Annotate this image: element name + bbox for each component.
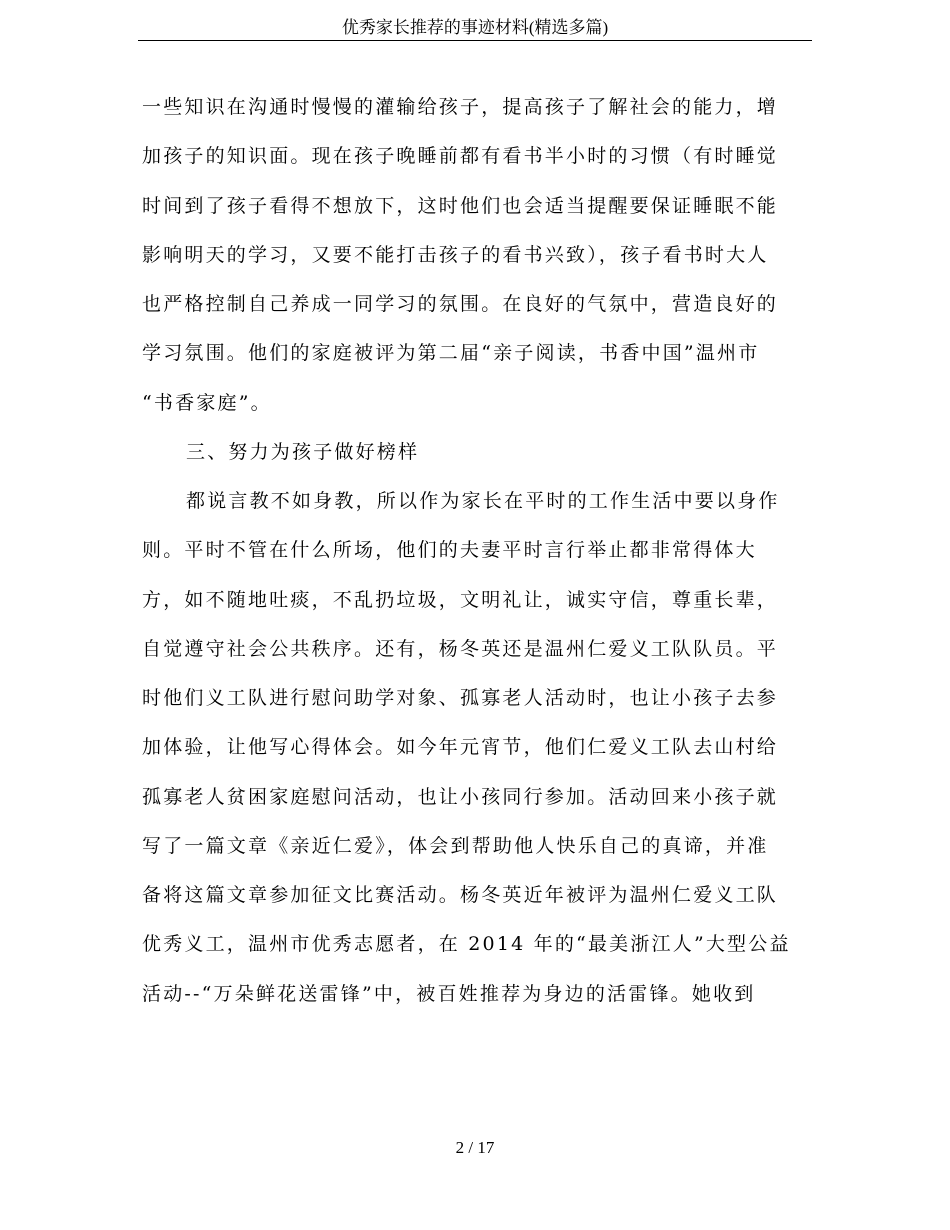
paragraph-line-13: 时他们义工队进行慰问助学对象、孤寡老人活动时，也让小孩子去参 bbox=[142, 687, 779, 709]
section-heading: 三、努力为孩子做好榜样 bbox=[186, 440, 420, 463]
paragraph-line-3: 时间到了孩子看得不想放下，这时他们也会适当提醒要保证睡眠不能 bbox=[142, 194, 779, 217]
paragraph-line-2: 加孩子的知识面。现在孩子晚睡前都有看书半小时的习惯（有时睡觉 bbox=[142, 145, 779, 168]
paragraph-line-14: 加体验，让他写心得体会。如今年元宵节，他们仁爱义工队去山村给 bbox=[142, 736, 779, 759]
paragraph-line-18: 优秀义工，温州市优秀志愿者，在 2014 年的“最美浙江人”大型公益 bbox=[142, 933, 791, 956]
paragraph-line-5: 也严格控制自己养成一同学习的氛围。在良好的气氛中，营造良好的 bbox=[142, 293, 779, 315]
paragraph-line-10: 则。平时不管在什么所场，他们的夫妻平时言行举止都非常得体大 bbox=[142, 539, 757, 562]
paragraph-line-4: 影响明天的学习，又要不能打击孩子的看书兴致），孩子看书时大人 bbox=[142, 243, 769, 266]
document-body bbox=[142, 86, 822, 1022]
paragraph-line-19: 活动--“万朵鲜花送雷锋”中，被百姓推荐为身边的活雷锋。她收到 bbox=[142, 982, 756, 1005]
paragraph-line-7: “书香家庭”。 bbox=[142, 391, 272, 414]
paragraph-line-17: 备将这篇文章参加征文比赛活动。杨冬英近年被评为温州仁爱义工队 bbox=[142, 884, 779, 906]
paragraph-line-6: 学习氛围。他们的家庭被评为第二届“亲子阅读，书香中国”温州市 bbox=[142, 342, 760, 365]
paragraph-line-11: 方，如不随地吐痰，不乱扔垃圾，文明礼让，诚实守信，尊重长辈， bbox=[142, 588, 779, 611]
document-title: 优秀家长推荐的事迹材料(精选多篇) bbox=[341, 18, 609, 37]
page-header bbox=[138, 8, 812, 41]
page-number: 2 / 17 bbox=[455, 1138, 495, 1157]
paragraph-line-16: 写了一篇文章《亲近仁爱》，体会到帮助他人快乐自己的真谛，并准 bbox=[142, 834, 769, 857]
paragraph-line-1: 一些知识在沟通时慢慢的灌输给孩子，提高孩子了解社会的能力，增 bbox=[142, 96, 779, 118]
paragraph-line-15: 孤寡老人贫困家庭慰问活动，也让小孩同行参加。活动回来小孩子就 bbox=[142, 785, 779, 808]
paragraph-line-9: 都说言教不如身教，所以作为家长在平时的工作生活中要以身作 bbox=[186, 490, 780, 512]
paragraph-line-12: 自觉遵守社会公共秩序。还有，杨冬英还是温州仁爱义工队队员。平 bbox=[142, 637, 779, 660]
